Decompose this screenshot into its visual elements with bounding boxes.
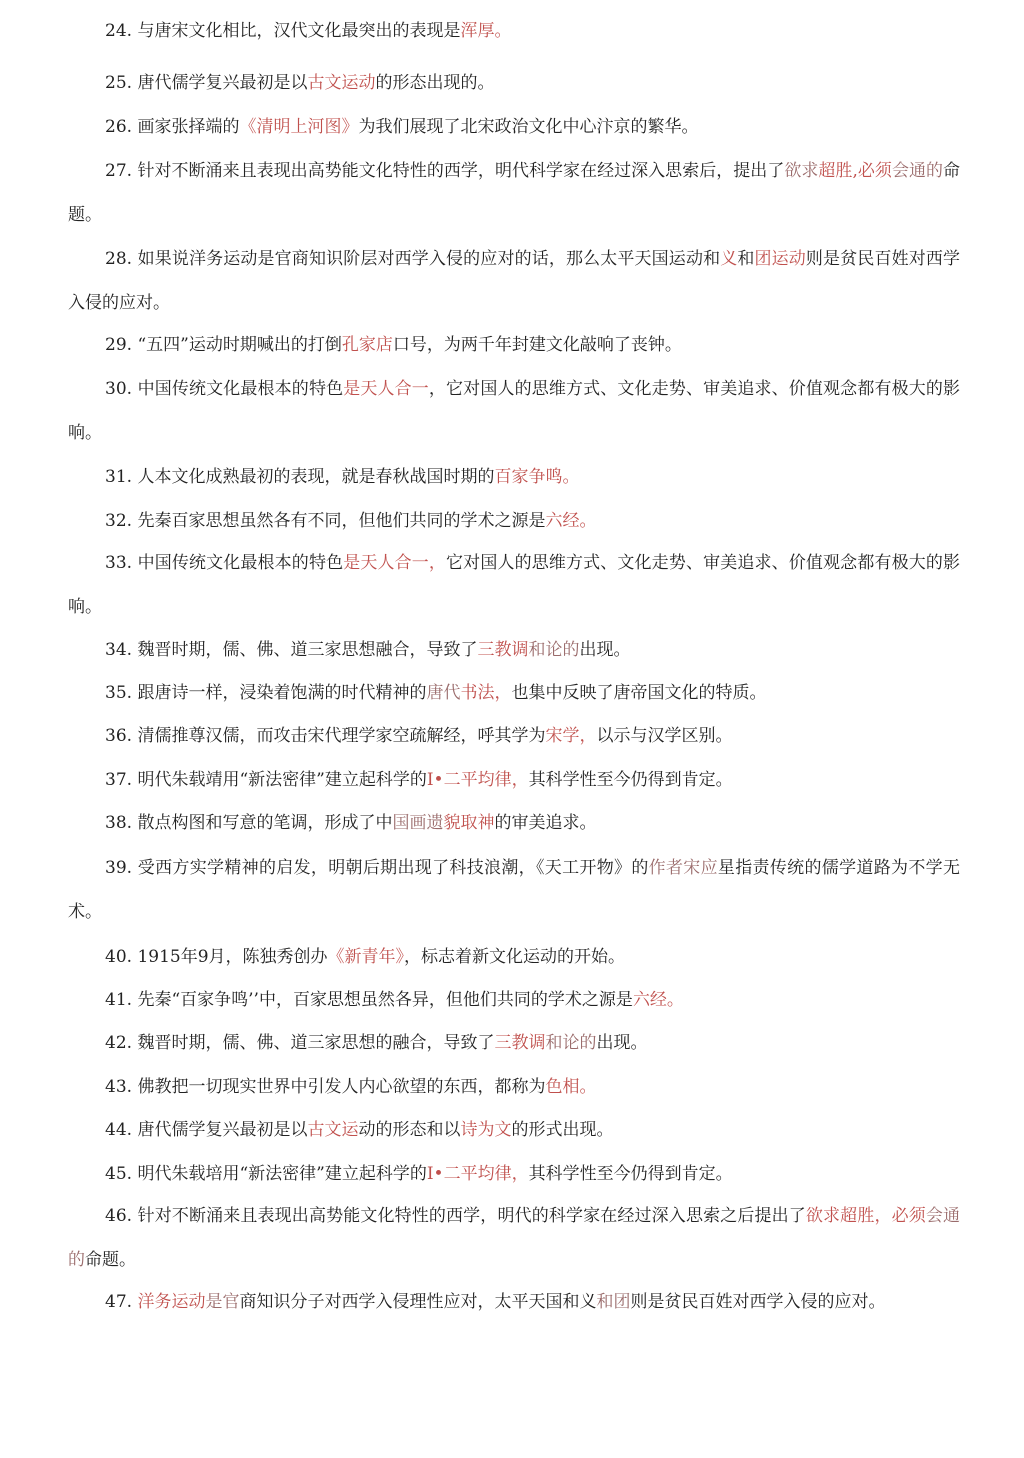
list-item — [68, 801, 960, 845]
list-item — [68, 61, 960, 105]
item-text: 47. — [105, 1292, 138, 1312]
item-text: 28. 如果说洋务运动是官商知识阶层对西学入侵的应对的话，那么太平天国运动和 — [105, 249, 721, 269]
list-item — [68, 978, 960, 1022]
item-text: 其科学性至今仍得到肯定。 — [528, 1164, 733, 1184]
highlighted-text: 超胜,必须 — [818, 161, 892, 181]
item-text: 30. 中国传统文化最根本的特色 — [105, 379, 344, 399]
highlighted-text: 团运动 — [754, 249, 806, 269]
tinted-text: 唐代 — [426, 683, 461, 703]
list-item — [68, 758, 960, 802]
item-text: 44. 唐代儒学复兴最初是以 — [105, 1120, 308, 1140]
item-text: 35. 跟唐诗一样，浸染着饱满的时代精神的 — [105, 683, 427, 703]
list-item — [68, 541, 960, 629]
tinted-text: 国画遗 — [392, 813, 444, 833]
item-text: 命题。 — [85, 1250, 136, 1270]
highlighted-text: 《清明上河图》 — [239, 117, 359, 137]
item-text: 31. 人本文化成熟最初的表现，就是春秋战国时期的 — [105, 467, 495, 487]
list-item — [68, 499, 960, 543]
list-item — [68, 1065, 960, 1109]
highlighted-text: 六经。 — [545, 511, 597, 531]
item-text: 则是贫民百姓对西学入侵的应对。 — [630, 1292, 886, 1312]
item-text: 25. 唐代儒学复兴最初是以 — [105, 73, 308, 93]
item-text: 24. 与唐宋文化相比，汉代文化最突出的表现是 — [105, 21, 461, 41]
item-text: 星指责传统的儒学道路为不学无术。 — [68, 858, 960, 922]
item-text: 41. 先秦“百家争鸣’’中，百家思想虽然各异，但他们共同的学术之源是 — [105, 990, 633, 1010]
item-text: 则是贫民百姓对西学入侵的应对。 — [68, 249, 961, 313]
highlighted-text: 六经。 — [632, 990, 684, 1010]
highlighted-text: 孔家店 — [341, 335, 393, 355]
item-text: 40. 1915年9月，陈独秀创办 — [105, 947, 328, 967]
item-text: 39. 受西方实学精神的启发，明朝后期出现了科技浪潮，《天工开物》的 — [105, 858, 649, 878]
tinted-text: 会通的 — [891, 161, 944, 181]
list-item — [68, 1108, 960, 1152]
list-item — [68, 846, 960, 934]
highlighted-text: I•二平均律， — [426, 1164, 529, 1184]
item-text: 26. 画家张择端的 — [105, 117, 240, 137]
highlighted-text: 是天人合一 — [343, 379, 429, 399]
list-item — [68, 671, 960, 715]
item-text: 34. 魏晋时期，儒、佛、道三家思想融合，导致了 — [105, 640, 478, 660]
item-text: 的形态出现的。 — [375, 73, 495, 93]
item-text: 其科学性至今仍得到肯定。 — [528, 770, 733, 790]
item-text: 它对国人的思维方式、文化走势、审美追求、价值观念都有极大的影响。 — [68, 553, 961, 617]
list-item — [68, 935, 960, 979]
highlighted-text: 色相。 — [545, 1077, 597, 1097]
list-item — [68, 455, 960, 499]
list-item — [68, 714, 960, 758]
highlighted-text: 书法， — [460, 683, 512, 703]
item-text: 动的形态和以 — [358, 1120, 461, 1140]
item-text: 命题。 — [68, 161, 961, 225]
item-text: 出现。 — [596, 1033, 648, 1053]
list-item — [68, 149, 960, 237]
list-item — [68, 628, 960, 672]
list-item — [68, 1194, 960, 1282]
highlighted-text: 貌取神 — [443, 813, 495, 833]
tinted-text: 会通的 — [68, 1206, 961, 1270]
tinted-text: 和团 — [596, 1292, 631, 1312]
item-text: 出现。 — [579, 640, 631, 660]
list-item — [68, 1021, 960, 1065]
tinted-text: 是官 — [205, 1292, 240, 1312]
item-text: 46. 针对不断涌来且表现出高势能文化特性的西学，明代的科学家在经过深入思索之后提出了 — [105, 1206, 806, 1226]
item-text: 38. 散点构图和写意的笔调，形成了中 — [105, 813, 393, 833]
highlighted-text: 浑厚。 — [460, 21, 512, 41]
item-text: 32. 先秦百家思想虽然各有不同，但他们共同的学术之源是 — [105, 511, 546, 531]
highlighted-text: 三教调 — [494, 1033, 546, 1053]
item-text: 为我们展现了北宋政治文化中心汴京的繁华。 — [358, 117, 699, 137]
highlighted-text: 三教调 — [477, 640, 529, 660]
list-item — [68, 1280, 960, 1324]
item-text: 27. 针对不断涌来且表现出高势能文化特性的西学，明代科学家在经过深入思索后，提出了 — [105, 161, 785, 181]
highlighted-text: 欲求超胜，必须 — [805, 1206, 926, 1226]
highlighted-text: 《新青年》 — [327, 947, 405, 967]
highlighted-text: 古文运 — [307, 1120, 359, 1140]
item-text: 45. 明代朱载培用“新法密律”建立起科学的 — [105, 1164, 427, 1184]
item-text: 43. 佛教把一切现实世界中引发人内心欲望的东西，都称为 — [105, 1077, 546, 1097]
list-item — [68, 1152, 960, 1196]
item-text: 36. 清儒推尊汉儒，而攻击宋代理学家空疏解经，呼其学为 — [105, 726, 546, 746]
tinted-text: 和论的 — [528, 640, 580, 660]
item-text: ，标志着新文化运动的开始。 — [404, 947, 626, 967]
list-item — [68, 323, 960, 367]
item-text: 42. 魏晋时期，儒、佛、道三家思想的融合，导致了 — [105, 1033, 495, 1053]
item-text: 33. 中国传统文化最根本的特色 — [105, 553, 344, 573]
item-text: 以示与汉学区别。 — [596, 726, 733, 746]
item-text: 和 — [737, 249, 755, 269]
tinted-text: 欲求 — [784, 161, 819, 181]
item-text: 也集中反映了唐帝国文化的特质。 — [511, 683, 767, 703]
list-item — [68, 367, 960, 455]
item-text: 的形式出现。 — [511, 1120, 614, 1140]
highlighted-text: I•二平均律， — [426, 770, 529, 790]
item-text: 商知识分子对西学入侵理性应对，太平天国和义 — [239, 1292, 597, 1312]
highlighted-text: 诗为文 — [460, 1120, 512, 1140]
item-text: 37. 明代朱载靖用“新法密律”建立起科学的 — [105, 770, 427, 790]
item-text: ，它对国人的思维方式、文化走势、审美追求、价值观念都有极大的影响。 — [68, 379, 960, 443]
list-item — [68, 9, 960, 53]
highlighted-text: 古文运动 — [307, 73, 376, 93]
item-text: 口号，为两千年封建文化敲响了丧钟。 — [392, 335, 682, 355]
highlighted-text: 宋学， — [545, 726, 597, 746]
tinted-text: 作者宋应 — [648, 858, 718, 878]
tinted-text: 和论的 — [545, 1033, 597, 1053]
highlighted-text: 百家争鸣。 — [494, 467, 580, 487]
item-text: 29. “五四”运动时期喊出的打倒 — [105, 335, 342, 355]
list-item — [68, 105, 960, 149]
list-item — [68, 237, 960, 325]
item-text: 的审美追求。 — [494, 813, 597, 833]
highlighted-text: 义 — [720, 249, 738, 269]
highlighted-text: 洋务运动 — [137, 1292, 206, 1312]
highlighted-text: 是天人合一， — [343, 553, 447, 573]
